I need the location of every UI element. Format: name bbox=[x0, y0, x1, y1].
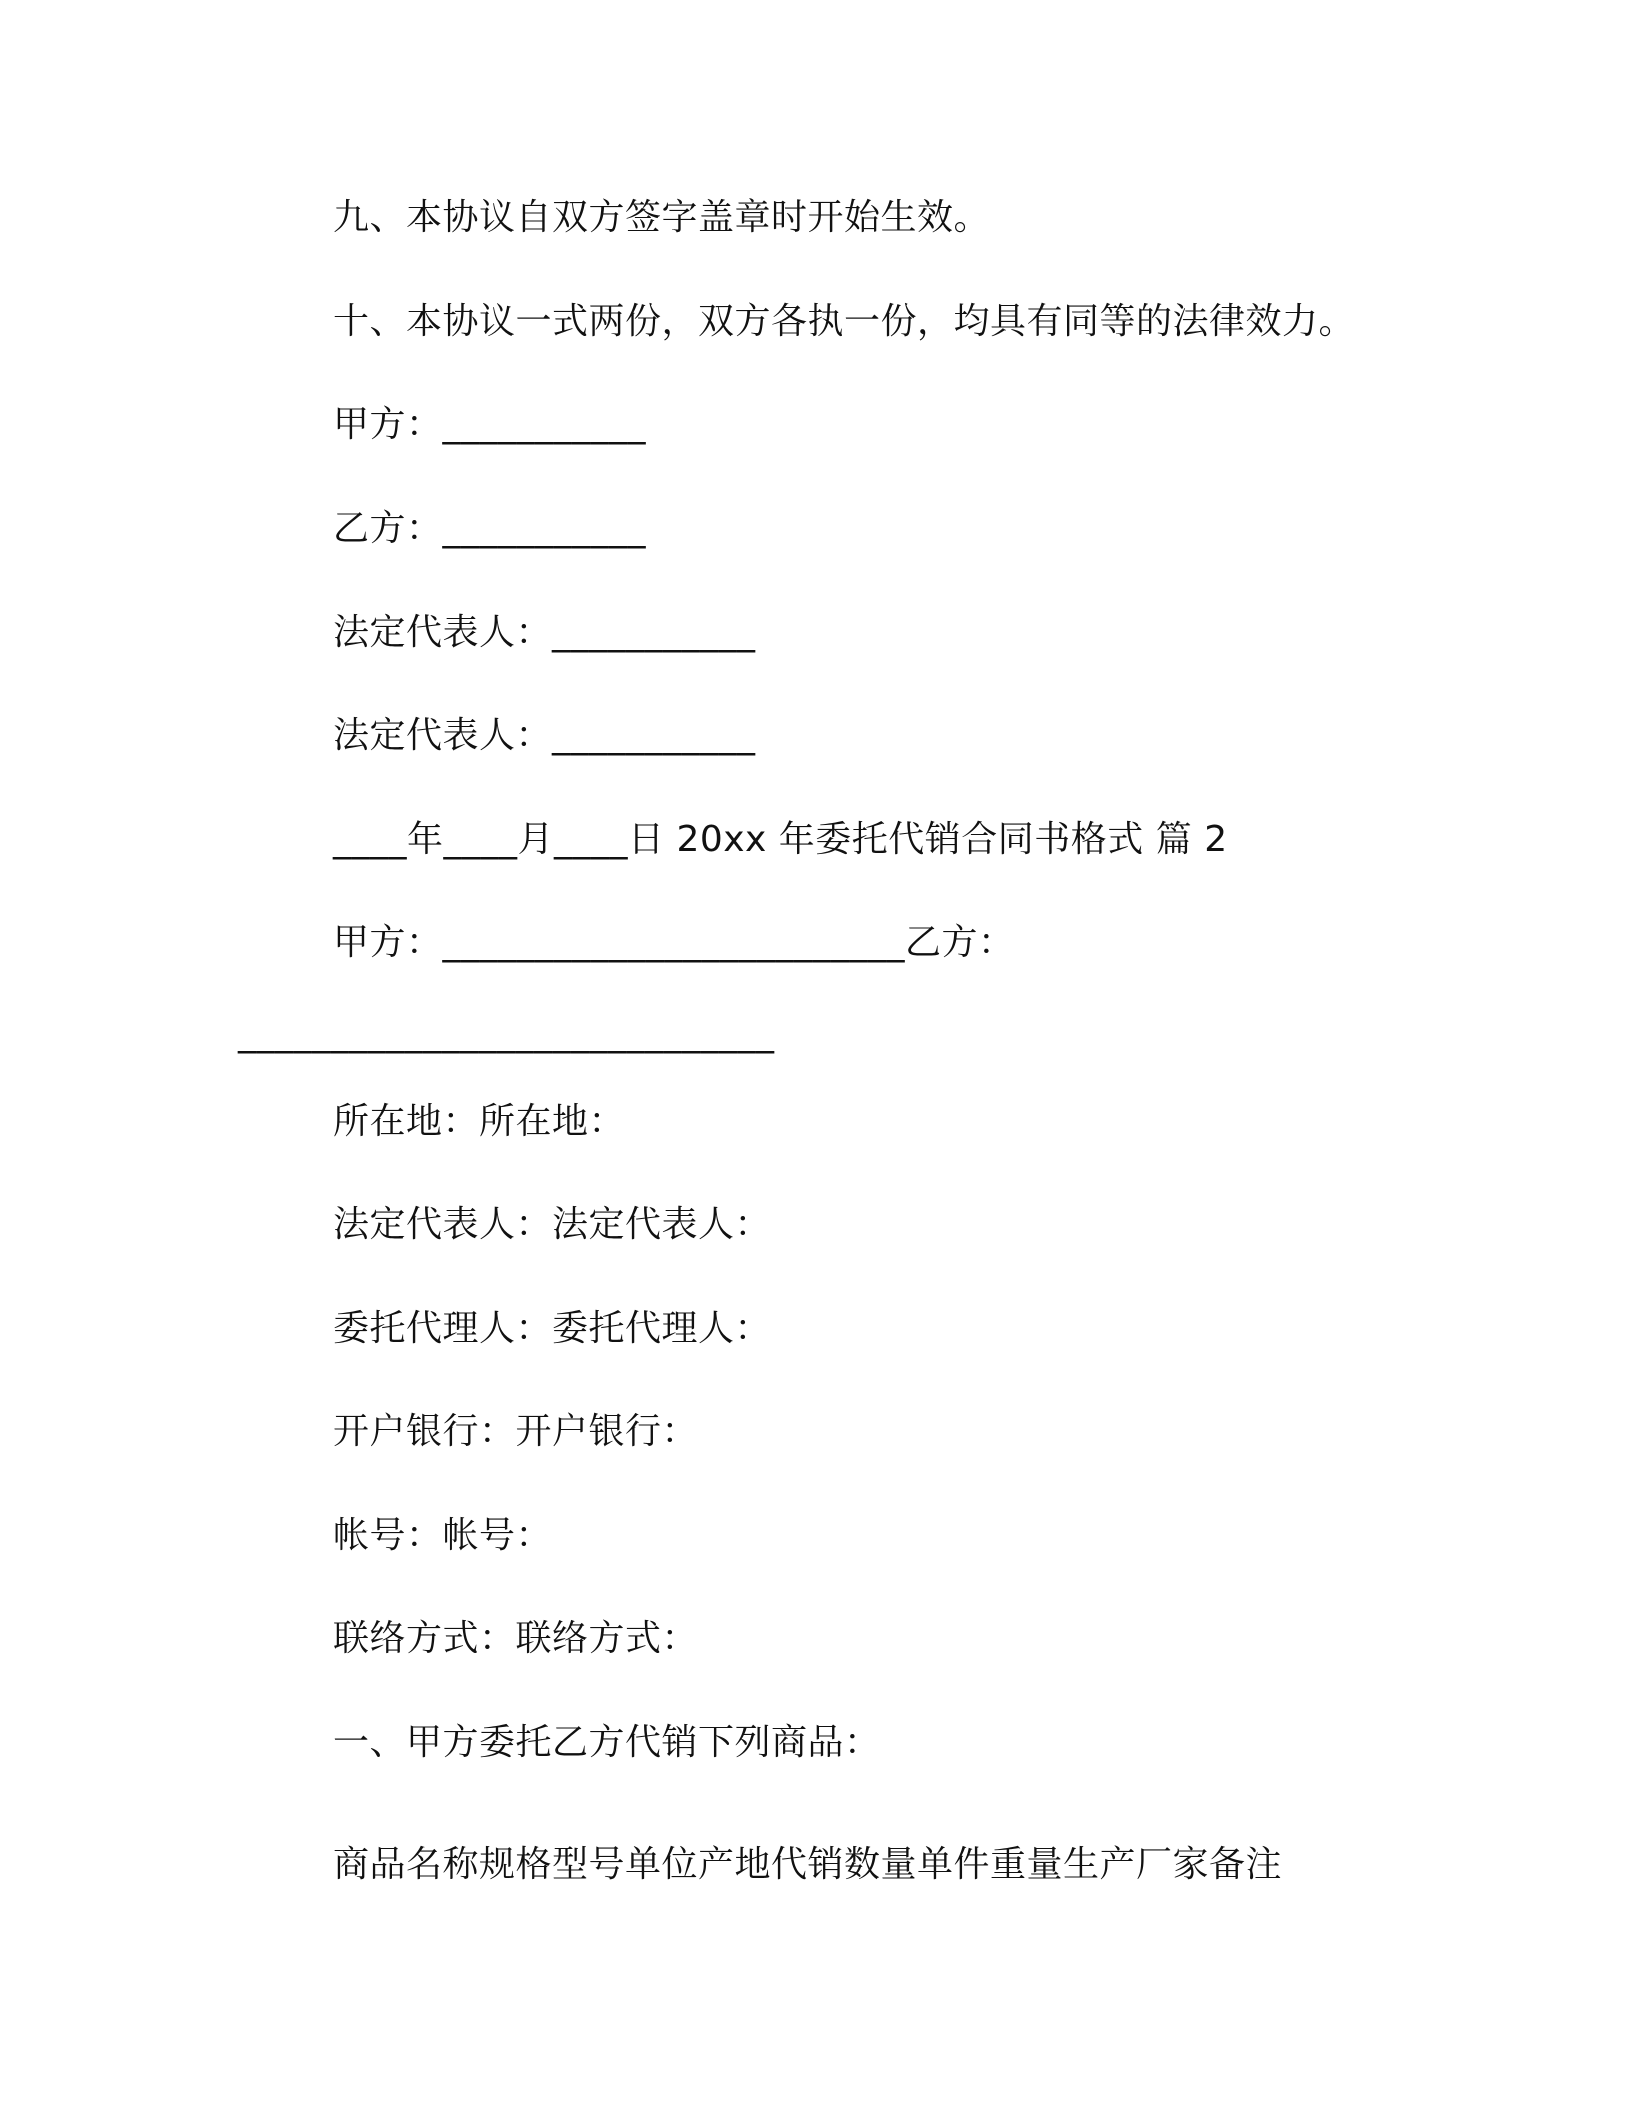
clause-10: 十、本协议一式两份，双方各执一份，均具有同等的法律效力。 bbox=[333, 301, 1356, 342]
clause-9: 九、本协议自双方签字盖章时开始生效。 bbox=[333, 197, 991, 238]
legal-rep-line: 法定代表人：法定代表人： bbox=[333, 1204, 772, 1245]
location-line: 所在地：所在地： bbox=[333, 1101, 626, 1142]
party-b-signature-line: 乙方：___________ bbox=[333, 508, 647, 549]
goods-table-header: 商品名称规格型号单位产地代销数量单件重量生产厂家备注 bbox=[333, 1844, 1283, 1885]
legal-rep-b-line: 法定代表人：___________ bbox=[333, 715, 756, 756]
date-and-title-line: ____年____月____日 20xx 年委托代销合同书格式 篇 2 bbox=[333, 819, 1228, 860]
contact-line: 联络方式：联络方式： bbox=[333, 1618, 699, 1659]
legal-rep-a-line: 法定代表人：___________ bbox=[333, 612, 756, 653]
party-b-blank-line: _____________________________ bbox=[238, 1013, 775, 1054]
parties-line: 甲方：_________________________乙方： bbox=[333, 922, 1015, 963]
party-a-signature-line: 甲方：___________ bbox=[333, 404, 647, 445]
clause-1: 一、甲方委托乙方代销下列商品： bbox=[333, 1722, 881, 1763]
bank-line: 开户银行：开户银行： bbox=[333, 1411, 699, 1452]
agent-line: 委托代理人：委托代理人： bbox=[333, 1308, 772, 1349]
account-line: 帐号：帐号： bbox=[333, 1515, 553, 1556]
